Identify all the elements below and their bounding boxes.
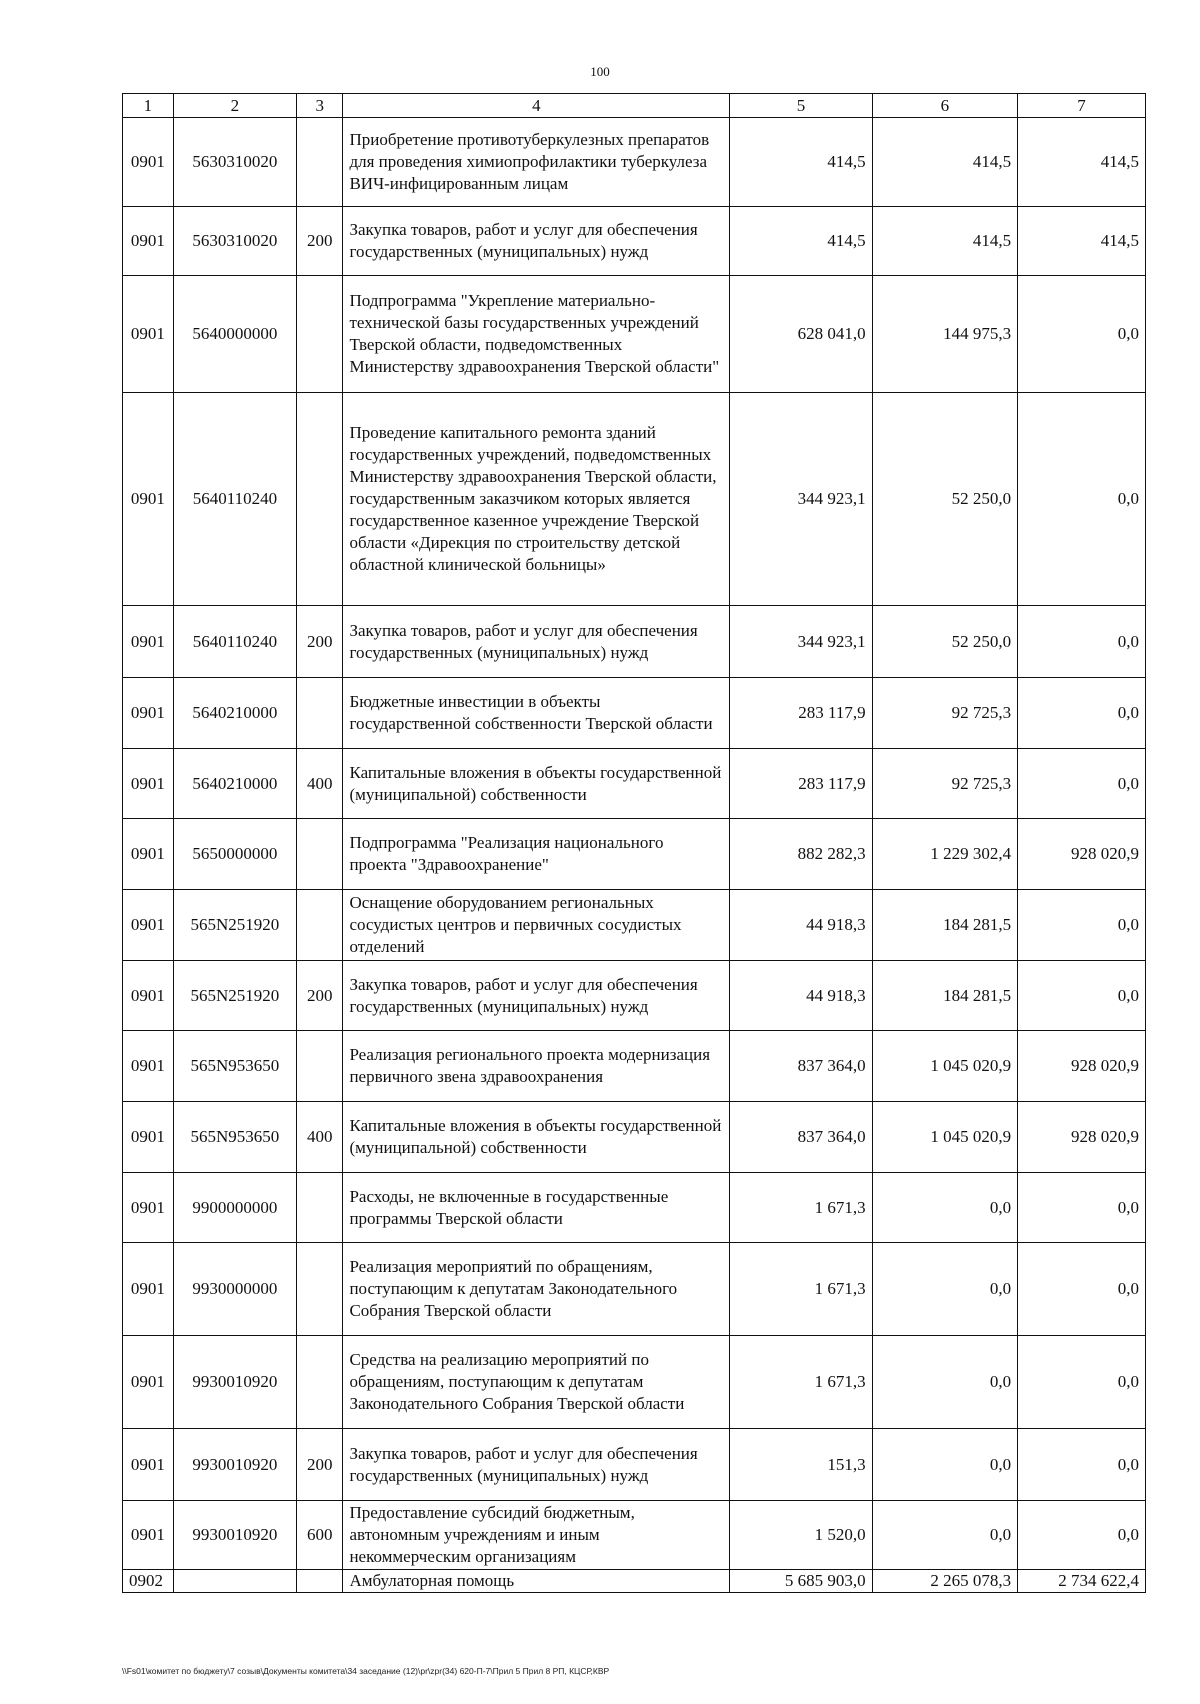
item-description: Предоставление субсидий бюджетным, автономным учреждениям и иным некоммерческим организациям [343, 1501, 730, 1570]
item-description: Реализация регионального проекта модернизация первичного звена здравоохранения [343, 1031, 730, 1102]
amount-col5: 1 671,3 [730, 1336, 872, 1429]
amount-col7: 0,0 [1018, 393, 1146, 606]
target-article-code: 5640110240 [173, 606, 296, 678]
expense-type-code: 400 [297, 1102, 343, 1173]
amount-col7: 0,0 [1018, 1336, 1146, 1429]
target-article-code: 565N251920 [173, 890, 296, 961]
target-article-code: 5640000000 [173, 276, 296, 393]
amount-col7: 414,5 [1018, 207, 1146, 276]
amount-col6: 0,0 [872, 1243, 1018, 1336]
table-row [123, 819, 1146, 890]
amount-col7: 0,0 [1018, 749, 1146, 819]
expense-type-code [297, 1173, 343, 1243]
target-article-code: 5640110240 [173, 393, 296, 606]
amount-col5: 44 918,3 [730, 961, 872, 1031]
section-code: 0901 [123, 890, 174, 961]
amount-col7: 0,0 [1018, 606, 1146, 678]
amount-col6: 144 975,3 [872, 276, 1018, 393]
item-description: Проведение капитального ремонта зданий государственных учреждений, подведомственных Министерству здравоохранения Тверской области, государственным заказчиком которых является государственное казенное учреждение Тверской области «Дирекция по строительству детской областной клинической больницы» [343, 393, 730, 606]
amount-col6: 184 281,5 [872, 961, 1018, 1031]
amount-col5: 1 520,0 [730, 1501, 872, 1570]
column-header: 5 [730, 94, 872, 118]
amount-col6: 414,5 [872, 207, 1018, 276]
expense-type-code [297, 890, 343, 961]
target-article-code: 9930010920 [173, 1429, 296, 1501]
amount-col6: 0,0 [872, 1336, 1018, 1429]
column-header: 1 [123, 94, 174, 118]
table-row [123, 1102, 1146, 1173]
amount-col7: 2 734 622,4 [1018, 1570, 1146, 1593]
item-description: Закупка товаров, работ и услуг для обеспечения государственных (муниципальных) нужд [343, 1429, 730, 1501]
section-code: 0901 [123, 678, 174, 749]
target-article-code: 565N251920 [173, 961, 296, 1031]
amount-col7: 0,0 [1018, 276, 1146, 393]
expense-type-code: 600 [297, 1501, 343, 1570]
expense-type-code: 200 [297, 606, 343, 678]
target-article-code: 5650000000 [173, 819, 296, 890]
target-article-code: 9930010920 [173, 1501, 296, 1570]
column-header: 6 [872, 94, 1018, 118]
section-code: 0902 [123, 1570, 174, 1593]
amount-col6: 52 250,0 [872, 606, 1018, 678]
expense-type-code: 200 [297, 1429, 343, 1501]
expense-type-code [297, 819, 343, 890]
amount-col5: 5 685 903,0 [730, 1570, 872, 1593]
item-description: Капитальные вложения в объекты государственной (муниципальной) собственности [343, 1102, 730, 1173]
expense-type-code [297, 1243, 343, 1336]
amount-col7: 928 020,9 [1018, 1031, 1146, 1102]
amount-col7: 0,0 [1018, 1243, 1146, 1336]
amount-col5: 1 671,3 [730, 1243, 872, 1336]
column-header: 7 [1018, 94, 1146, 118]
amount-col5: 344 923,1 [730, 606, 872, 678]
item-description: Бюджетные инвестиции в объекты государственной собственности Тверской области [343, 678, 730, 749]
item-description: Средства на реализацию мероприятий по обращениям, поступающим к депутатам Законодательного Собрания Тверской области [343, 1336, 730, 1429]
item-description: Амбулаторная помощь [343, 1570, 730, 1593]
section-code: 0901 [123, 606, 174, 678]
expense-type-code [297, 1031, 343, 1102]
table-row [123, 1429, 1146, 1501]
page-number: 100 [590, 64, 610, 79]
column-header: 2 [173, 94, 296, 118]
amount-col5: 414,5 [730, 118, 872, 207]
item-description: Закупка товаров, работ и услуг для обеспечения государственных (муниципальных) нужд [343, 207, 730, 276]
amount-col6: 1 229 302,4 [872, 819, 1018, 890]
amount-col7: 0,0 [1018, 1429, 1146, 1501]
expense-type-code [297, 678, 343, 749]
section-code: 0901 [123, 1031, 174, 1102]
section-code: 0901 [123, 1102, 174, 1173]
table-row [123, 1173, 1146, 1243]
expense-type-code: 200 [297, 961, 343, 1031]
amount-col7: 0,0 [1018, 961, 1146, 1031]
section-code: 0901 [123, 1243, 174, 1336]
table-row [123, 890, 1146, 961]
table-row [123, 1570, 1146, 1593]
amount-col5: 882 282,3 [730, 819, 872, 890]
expense-type-code [297, 118, 343, 207]
amount-col6: 0,0 [872, 1173, 1018, 1243]
target-article-code: 5630310020 [173, 207, 296, 276]
amount-col7: 0,0 [1018, 890, 1146, 961]
amount-col7: 928 020,9 [1018, 1102, 1146, 1173]
target-article-code: 9900000000 [173, 1173, 296, 1243]
section-code: 0901 [123, 1429, 174, 1501]
amount-col7: 0,0 [1018, 1173, 1146, 1243]
target-article-code: 5640210000 [173, 678, 296, 749]
table-row [123, 118, 1146, 207]
section-code: 0901 [123, 1336, 174, 1429]
amount-col6: 0,0 [872, 1429, 1018, 1501]
table-row [123, 606, 1146, 678]
section-code: 0901 [123, 118, 174, 207]
expense-type-code: 200 [297, 207, 343, 276]
amount-col7: 0,0 [1018, 678, 1146, 749]
target-article-code: 9930010920 [173, 1336, 296, 1429]
expense-type-code [297, 1336, 343, 1429]
amount-col6: 0,0 [872, 1501, 1018, 1570]
item-description: Реализация мероприятий по обращениям, поступающим к депутатам Законодательного Собрания Тверской области [343, 1243, 730, 1336]
item-description: Закупка товаров, работ и услуг для обеспечения государственных (муниципальных) нужд [343, 606, 730, 678]
table-row [123, 1336, 1146, 1429]
amount-col6: 2 265 078,3 [872, 1570, 1018, 1593]
amount-col7: 0,0 [1018, 1501, 1146, 1570]
table-row [123, 276, 1146, 393]
amount-col5: 1 671,3 [730, 1173, 872, 1243]
section-code: 0901 [123, 819, 174, 890]
section-code: 0901 [123, 1173, 174, 1243]
section-code: 0901 [123, 1501, 174, 1570]
amount-col5: 151,3 [730, 1429, 872, 1501]
target-article-code: 5630310020 [173, 118, 296, 207]
footer-file-path: \\Fs01\комитет по бюджету\7 созыв\Документы комитета\34 заседание (12)\pr\zpr(34) 620-П-7\Прил 5 Прил 8 РП, КЦСР,КВР [122, 1666, 610, 1676]
item-description: Подпрограмма "Реализация национального проекта "Здравоохранение" [343, 819, 730, 890]
column-header: 4 [343, 94, 730, 118]
budget-table [122, 93, 1146, 1593]
expense-type-code [297, 1570, 343, 1593]
amount-col5: 283 117,9 [730, 678, 872, 749]
item-description: Расходы, не включенные в государственные программы Тверской области [343, 1173, 730, 1243]
target-article-code: 565N953650 [173, 1102, 296, 1173]
table-row [123, 678, 1146, 749]
section-code: 0901 [123, 961, 174, 1031]
amount-col5: 283 117,9 [730, 749, 872, 819]
amount-col6: 414,5 [872, 118, 1018, 207]
section-code: 0901 [123, 276, 174, 393]
amount-col5: 344 923,1 [730, 393, 872, 606]
amount-col6: 184 281,5 [872, 890, 1018, 961]
amount-col5: 837 364,0 [730, 1102, 872, 1173]
amount-col5: 414,5 [730, 207, 872, 276]
target-article-code: 5640210000 [173, 749, 296, 819]
amount-col5: 44 918,3 [730, 890, 872, 961]
amount-col7: 928 020,9 [1018, 819, 1146, 890]
section-code: 0901 [123, 749, 174, 819]
item-description: Оснащение оборудованием региональных сосудистых центров и первичных сосудистых отделений [343, 890, 730, 961]
target-article-code [173, 1570, 296, 1593]
item-description: Закупка товаров, работ и услуг для обеспечения государственных (муниципальных) нужд [343, 961, 730, 1031]
item-description: Подпрограмма "Укрепление материально-технической базы государственных учреждений Тверской области, подведомственных Министерству здравоохранения Тверской области" [343, 276, 730, 393]
table-row [123, 749, 1146, 819]
header-row [123, 94, 1146, 118]
table-row [123, 1031, 1146, 1102]
amount-col6: 92 725,3 [872, 678, 1018, 749]
expense-type-code: 400 [297, 749, 343, 819]
expense-type-code [297, 276, 343, 393]
expense-type-code [297, 393, 343, 606]
table-row [123, 393, 1146, 606]
table-row [123, 1243, 1146, 1336]
column-header: 3 [297, 94, 343, 118]
amount-col6: 1 045 020,9 [872, 1031, 1018, 1102]
table-row [123, 1501, 1146, 1570]
amount-col5: 628 041,0 [730, 276, 872, 393]
amount-col5: 837 364,0 [730, 1031, 872, 1102]
target-article-code: 565N953650 [173, 1031, 296, 1102]
item-description: Капитальные вложения в объекты государственной (муниципальной) собственности [343, 749, 730, 819]
section-code: 0901 [123, 393, 174, 606]
item-description: Приобретение противотуберкулезных препаратов для проведения химиопрофилактики туберкулеза ВИЧ-инфицированным лицам [343, 118, 730, 207]
table-row [123, 207, 1146, 276]
amount-col6: 92 725,3 [872, 749, 1018, 819]
table-row [123, 961, 1146, 1031]
target-article-code: 9930000000 [173, 1243, 296, 1336]
amount-col7: 414,5 [1018, 118, 1146, 207]
section-code: 0901 [123, 207, 174, 276]
amount-col6: 52 250,0 [872, 393, 1018, 606]
amount-col6: 1 045 020,9 [872, 1102, 1018, 1173]
